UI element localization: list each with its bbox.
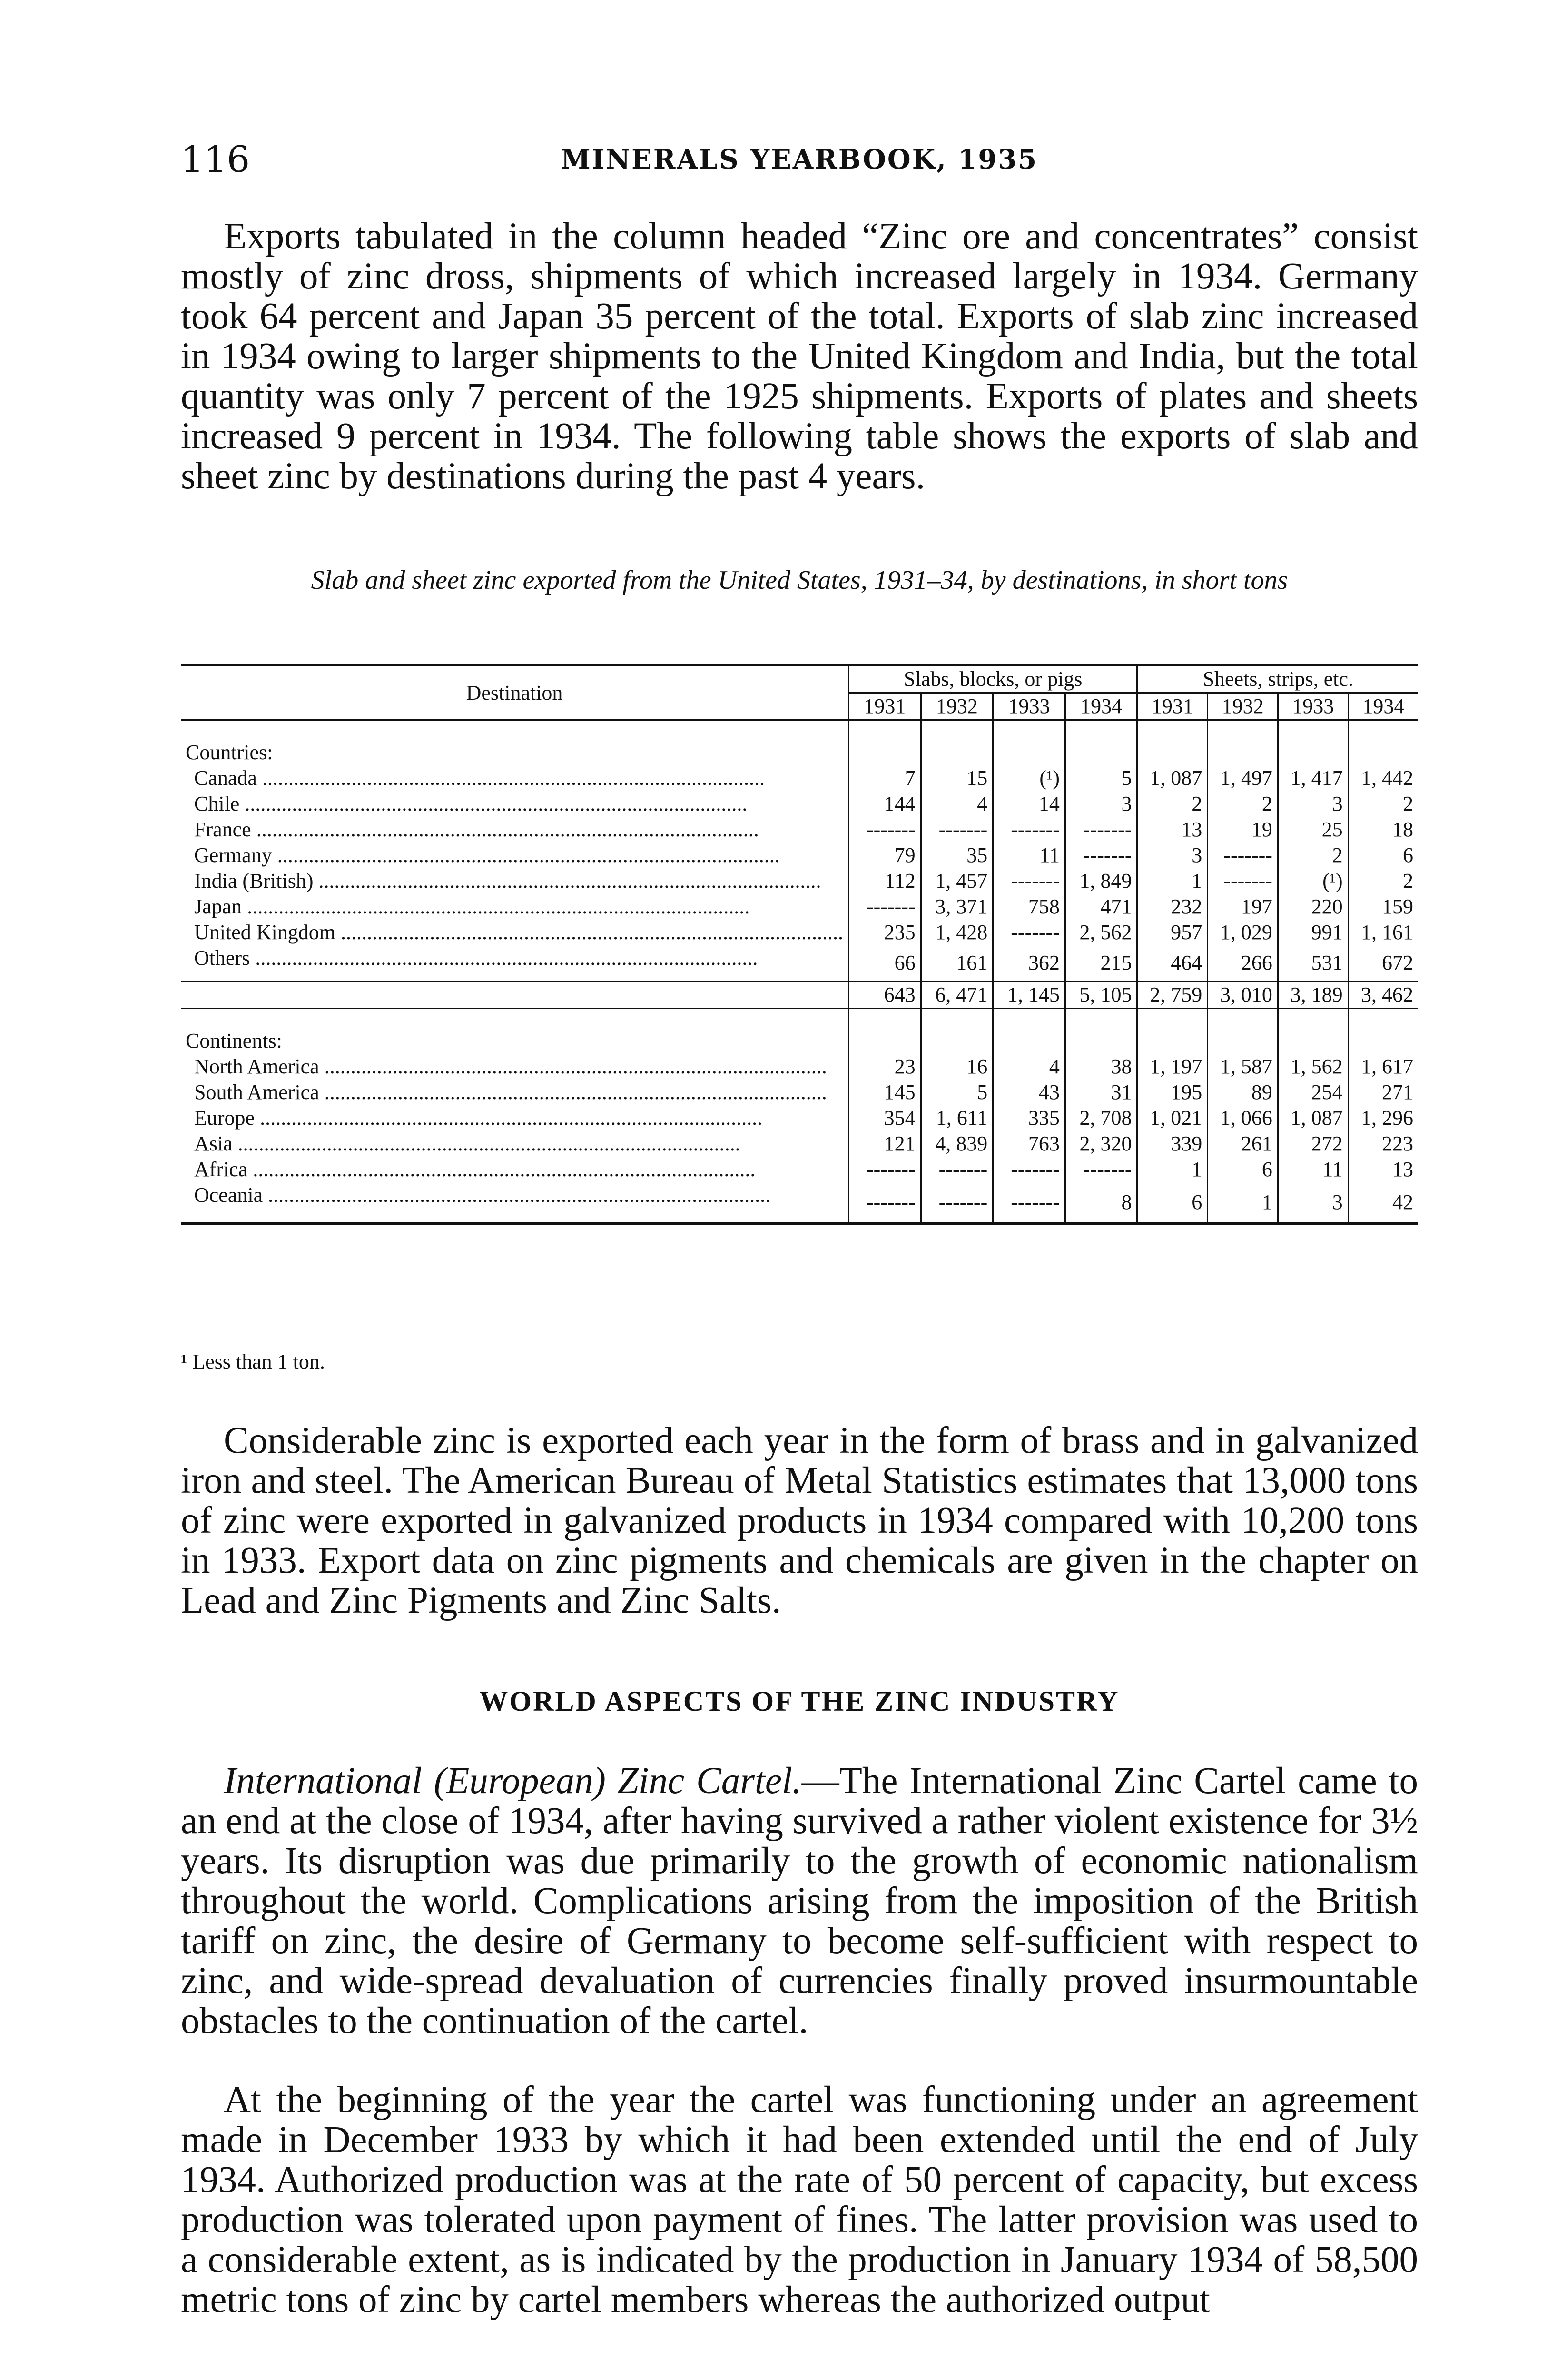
cell: ------- [1065, 817, 1137, 843]
cell: ------- [993, 868, 1065, 894]
cell: 42 [1348, 1182, 1418, 1224]
table-row [181, 817, 1418, 843]
cell: ------- [993, 1182, 1065, 1224]
cell: 5 [1065, 765, 1137, 791]
cell: 2 [1137, 791, 1208, 817]
cell: 266 [1208, 945, 1278, 982]
cell: ------- [993, 920, 1065, 945]
paragraph-cartel [181, 1761, 1418, 2041]
cell: (¹) [993, 765, 1065, 791]
cell: 2 [1278, 843, 1348, 868]
cell: 1 [1208, 1182, 1278, 1224]
year-header: 1932 [1208, 693, 1278, 720]
total-cell: 2, 759 [1137, 982, 1208, 1009]
paragraph-agreement: At the beginning of the year the cartel was functioning under an agreement made in December 1933 by which it had been extended until the end of July 1934. Authorized production was at the rate of 50 percent of capacity, but excess production was tolerated upon payment of fines. The latter provision was used to a considerable extent, as is indicated by the production in January 1934 of 58,500 metric tons of zinc by cartel members whereas the authorized output [181, 2079, 1418, 2320]
cell: 464 [1137, 945, 1208, 982]
slabs-group-header: Slabs, blocks, or pigs [848, 665, 1137, 693]
cell: 6 [1348, 843, 1418, 868]
cell: 38 [1065, 1054, 1137, 1080]
total-cell: 643 [848, 982, 921, 1009]
year-header: 1934 [1065, 693, 1137, 720]
totals-row [181, 982, 1418, 1009]
cell: ------- [921, 1182, 993, 1224]
paragraph-galvanized: Considerable zinc is exported each year in the form of brass and in galvanized iron and steel. The American Bureau of Metal Statistics estimates that 13,000 tons of zinc were exported in galvanized products in 1934 compared with 10,200 tons in 1933. Export data on zinc pigments and chemicals are given in the chapter on Lead and Zinc Pigments and Zinc Salts. [181, 1420, 1418, 1621]
cell: 1, 021 [1137, 1105, 1208, 1131]
cell: 1, 457 [921, 868, 993, 894]
table-row [181, 945, 1418, 982]
total-cell: 6, 471 [921, 982, 993, 1009]
cell: 1, 611 [921, 1105, 993, 1131]
cell: 35 [921, 843, 993, 868]
page-header [181, 138, 1418, 181]
cell: 1 [1137, 1157, 1208, 1182]
table-row [181, 843, 1418, 868]
table-row [181, 791, 1418, 817]
cell: 145 [848, 1080, 921, 1105]
year-header: 1931 [848, 693, 921, 720]
year-header: 1933 [993, 693, 1065, 720]
cell: 1, 087 [1278, 1105, 1348, 1131]
cell: 43 [993, 1080, 1065, 1105]
cell: ------- [848, 1157, 921, 1182]
cell: 13 [1348, 1157, 1418, 1182]
year-header: 1934 [1348, 693, 1418, 720]
cell: ------- [1208, 843, 1278, 868]
table-row [181, 920, 1418, 945]
table-row [181, 1080, 1418, 1105]
row-label: India (British) ..... [181, 868, 848, 894]
cell: 112 [848, 868, 921, 894]
cell: 18 [1348, 817, 1418, 843]
cell: 531 [1278, 945, 1348, 982]
cell: 1, 197 [1137, 1054, 1208, 1080]
cell: 1 [1137, 868, 1208, 894]
sheets-group-header: Sheets, strips, etc. [1137, 665, 1418, 693]
row-label: Europe ..... [181, 1105, 848, 1131]
cell: ------- [993, 817, 1065, 843]
table-row [181, 1105, 1418, 1131]
cell: 8 [1065, 1182, 1137, 1224]
cell: 13 [1137, 817, 1208, 843]
cell: 1, 087 [1137, 765, 1208, 791]
cell: 220 [1278, 894, 1348, 920]
cell: ------- [1065, 1157, 1137, 1182]
cell: ------- [848, 817, 921, 843]
cell: 7 [848, 765, 921, 791]
table-row [181, 1157, 1418, 1182]
cell: (¹) [1278, 868, 1348, 894]
cell: 14 [993, 791, 1065, 817]
cell: 672 [1348, 945, 1418, 982]
cell: 4 [993, 1054, 1065, 1080]
section-title: WORLD ASPECTS OF THE ZINC INDUSTRY [479, 1686, 1120, 1717]
table-row [181, 1182, 1418, 1224]
cell: 232 [1137, 894, 1208, 920]
cell: 1, 587 [1208, 1054, 1278, 1080]
cell: 3, 371 [921, 894, 993, 920]
paragraph-body: —The International Zinc Cartel came to an end at the close of 1934, after having survived a rather violent existence for 3½ years. Its disruption was due primarily to the growth of economic nationalism throughout the world. Complications arising from the imposition of the British tariff on zinc, the desire of Germany to become self-sufficient with respect to zinc, and wide-spread devaluation of currencies finally proved insurmountable obstacles to the continuation of the cartel. [181, 1760, 1418, 2042]
cell: 11 [1278, 1157, 1348, 1182]
table-row [181, 894, 1418, 920]
table-row [181, 1131, 1418, 1157]
cell: ------- [848, 894, 921, 920]
countries-label: Countries: [186, 741, 273, 764]
cell: 3 [1278, 1182, 1348, 1224]
row-label: Chile ..... [181, 791, 848, 817]
intro-paragraph: Exports tabulated in the column headed “Zinc ore and concentrates” consist mostly of zinc dross, shipments of which increased largely in 1934. Germany took 64 percent and Japan 35 percent of the total. Exports of slab zinc increased in 1934 owing to larger shipments to the United Kingdom and India, but the total quantity was only 7 percent of the 1925 shipments. Exports of plates and sheets increased 9 percent in 1934. The following table shows the exports of slab and sheet zinc by destinations during the past 4 years. [181, 216, 1418, 497]
cell: 4 [921, 791, 993, 817]
cell: 1, 161 [1348, 920, 1418, 945]
cell: 2, 320 [1065, 1131, 1137, 1157]
cell: 339 [1137, 1131, 1208, 1157]
cell: 144 [848, 791, 921, 817]
cell: 197 [1208, 894, 1278, 920]
year-header: 1932 [921, 693, 993, 720]
cell: ------- [921, 1157, 993, 1182]
cell: 2 [1208, 791, 1278, 817]
row-label: Canada ..... [181, 765, 848, 791]
page-number: 116 [181, 138, 250, 180]
cell: 66 [848, 945, 921, 982]
cell: 3 [1065, 791, 1137, 817]
cell: 25 [1278, 817, 1348, 843]
row-label: Asia ..... [181, 1131, 848, 1157]
cell: 991 [1278, 920, 1348, 945]
cell: 235 [848, 920, 921, 945]
year-header: 1933 [1278, 693, 1348, 720]
cell: 2 [1348, 791, 1418, 817]
cell: 1, 417 [1278, 765, 1348, 791]
cell: 758 [993, 894, 1065, 920]
total-cell: 3, 189 [1278, 982, 1348, 1009]
cell: 1, 428 [921, 920, 993, 945]
cell: 2 [1348, 868, 1418, 894]
destination-header: Destination [181, 665, 848, 720]
row-label: Germany ..... [181, 843, 848, 868]
total-cell: 1, 145 [993, 982, 1065, 1009]
cell: 6 [1208, 1157, 1278, 1182]
cell: 31 [1065, 1080, 1137, 1105]
cell: 1, 029 [1208, 920, 1278, 945]
cell: 254 [1278, 1080, 1348, 1105]
cell: 5 [921, 1080, 993, 1105]
cell: 15 [921, 765, 993, 791]
row-label: North America ..... [181, 1054, 848, 1080]
cell: ------- [1208, 868, 1278, 894]
cell: 3 [1137, 843, 1208, 868]
cell: 4, 839 [921, 1131, 993, 1157]
cell: 2, 562 [1065, 920, 1137, 945]
total-cell: 3, 462 [1348, 982, 1418, 1009]
table-row [181, 1054, 1418, 1080]
cell: 1, 442 [1348, 765, 1418, 791]
cell: 1, 562 [1278, 1054, 1348, 1080]
row-label: United Kingdom ..... [181, 920, 848, 945]
cell: 1, 617 [1348, 1054, 1418, 1080]
cell: 1, 296 [1348, 1105, 1418, 1131]
year-header: 1931 [1137, 693, 1208, 720]
cell: ------- [921, 817, 993, 843]
row-label: Oceania ..... [181, 1182, 848, 1224]
cell: 2, 708 [1065, 1105, 1137, 1131]
cell: ------- [1065, 843, 1137, 868]
cell: 159 [1348, 894, 1418, 920]
row-label: South America ..... [181, 1080, 848, 1105]
cell: 215 [1065, 945, 1137, 982]
table-footnote: ¹ Less than 1 ton. [181, 1350, 325, 1373]
zinc-exports-table [181, 664, 1418, 1225]
table-row [181, 868, 1418, 894]
cell: ------- [993, 1157, 1065, 1182]
cell: 1, 066 [1208, 1105, 1278, 1131]
cell: 3 [1278, 791, 1348, 817]
table-caption: Slab and sheet zinc exported from the United States, 1931–34, by destinations, in short tons [311, 565, 1288, 595]
cell: 471 [1065, 894, 1137, 920]
cell: 763 [993, 1131, 1065, 1157]
cell: 261 [1208, 1131, 1278, 1157]
cell: 335 [993, 1105, 1065, 1131]
cell: 19 [1208, 817, 1278, 843]
cell: 271 [1348, 1080, 1418, 1105]
cell: 6 [1137, 1182, 1208, 1224]
cell: 121 [848, 1131, 921, 1157]
cell: 161 [921, 945, 993, 982]
cell: 89 [1208, 1080, 1278, 1105]
cell: 79 [848, 843, 921, 868]
cell: 16 [921, 1054, 993, 1080]
row-label: Japan ..... [181, 894, 848, 920]
total-cell: 5, 105 [1065, 982, 1137, 1009]
cell: ------- [848, 1182, 921, 1224]
row-label: Africa ..... [181, 1157, 848, 1182]
cell: 23 [848, 1054, 921, 1080]
total-cell: 3, 010 [1208, 982, 1278, 1009]
cell: 362 [993, 945, 1065, 982]
cell: 272 [1278, 1131, 1348, 1157]
cell: 957 [1137, 920, 1208, 945]
running-title: MINERALS YEARBOOK, 1935 [561, 144, 1038, 175]
continents-label: Continents: [186, 1029, 282, 1052]
paragraph-lead: International (European) Zinc Cartel. [224, 1760, 802, 1802]
table-row [181, 765, 1418, 791]
cell: 354 [848, 1105, 921, 1131]
cell: 195 [1137, 1080, 1208, 1105]
row-label: France ..... [181, 817, 848, 843]
cell: 11 [993, 843, 1065, 868]
cell: 223 [1348, 1131, 1418, 1157]
cell: 1, 849 [1065, 868, 1137, 894]
cell: 1, 497 [1208, 765, 1278, 791]
row-label: Others ..... [181, 945, 848, 982]
